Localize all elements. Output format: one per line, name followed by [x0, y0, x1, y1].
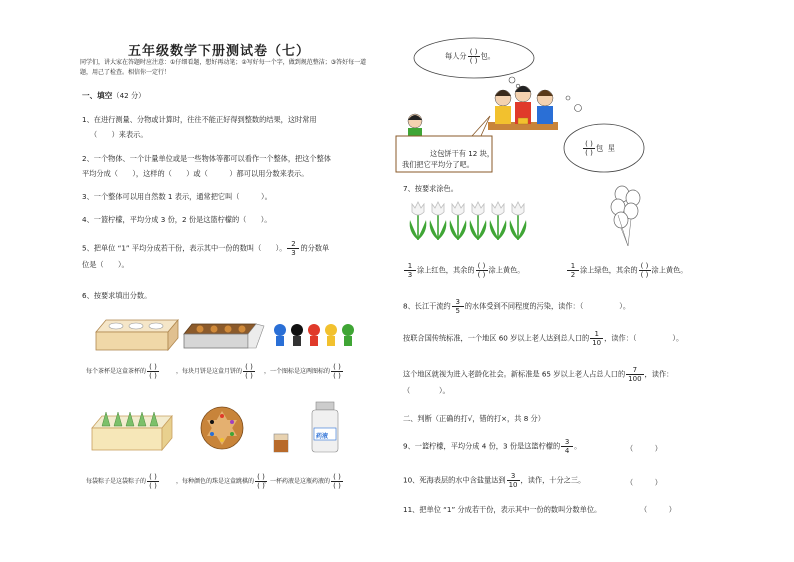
thought-bubble-right: [556, 94, 646, 174]
chinese-checkers-image: [200, 406, 244, 450]
section1-title: 一、填空: [82, 91, 113, 100]
question-2-line2: 平均分成（ ），这样的（ ）或（ ）都可以用分数来表示。: [82, 169, 309, 178]
bubble-right-text: $\frac{( )}{( )}$ 包 星: [582, 140, 615, 157]
tulip-flower[interactable]: [492, 202, 504, 215]
fraction-three-fifths: $\frac{3}{5}$: [453, 298, 463, 315]
question-1: [82, 112, 317, 142]
mascot-icons-image: [272, 322, 356, 348]
caption-teacups: 每个茶杯是这盒茶杯的 $\frac{( )}{( )}$: [86, 363, 160, 380]
question-2: [82, 151, 331, 181]
question-7a: $\frac{1}{3}$ 涂上红色，其余的 $\frac{( )}{( )}$ 涂上黄色。: [403, 262, 524, 279]
question-2-line1: 2、一个物体、一个计量单位或是一些物体等都可以看作一个整体，把这个整体: [82, 154, 331, 163]
blank-fraction[interactable]: $\frac{( )}{( )}$: [640, 262, 650, 279]
caption-zongzi: 每袋粽子是这袋粽子的 $\frac{( )}{( )}$: [86, 473, 160, 490]
caption-mooncakes: ，每块月饼是这盒月饼的 $\frac{( )}{( )}$: [176, 363, 256, 380]
speech-line1: 这包饼干有 12 块，: [430, 149, 495, 158]
question-7: 7、按要求涂色。: [403, 184, 458, 193]
question-10: 10、死海表层的水中含盐量达到 $\frac{3}{10}$ ，读作，十分之三。: [403, 472, 586, 489]
tulip-flower[interactable]: [432, 202, 444, 215]
question-8b: 按联合国传统标准，一个地区 60 岁以上老人达到总人口的 $\frac{1}{10}$ ，读作：（ ）。: [403, 330, 684, 347]
bottle-label: 药液: [316, 433, 329, 440]
question-5-line2: 位是（ ）。: [82, 260, 129, 269]
caption-checkers: ，每种颜色的珠是这盒跳棋的 $\frac{( )}{( )}$: [176, 473, 268, 490]
section1-heading: [82, 88, 145, 103]
blank-fraction[interactable]: $\frac{( )}{( )}$: [469, 48, 479, 65]
tulip-flower[interactable]: [512, 202, 524, 215]
question-5: [82, 240, 329, 272]
speech-text: [402, 148, 494, 170]
question-3: 3、一个整体可以用自然数 1 表示，通常把它叫（ ）。: [82, 192, 272, 201]
question-9: 9、一篮柠檬，平均分成 4 份，3 份是这篮柠檬的 $\frac{3}{4}$ 。: [403, 438, 582, 455]
fraction-seven-hundredths: $\frac{7}{100}$: [628, 366, 642, 383]
fraction-one-half: $\frac{1}{2}$: [568, 262, 578, 279]
caption-medicine: ，一杯药液是这瓶药液的 $\frac{( )}{( )}$: [264, 473, 344, 490]
question-7b: $\frac{1}{2}$ 涂上绿色，其余的 $\frac{( )}{( )}$ 涂上黄色。: [566, 262, 687, 279]
caption-icons: ，一个图标是这两图标的 $\frac{( )}{( )}$: [264, 363, 344, 380]
question-1-line2: （ ）来表示。: [90, 130, 148, 139]
question-11: 11、把单位 “1” 分成若干份，表示其中一份的数叫分数单位。: [403, 505, 602, 514]
tulip-flower[interactable]: [452, 202, 464, 215]
tulips-image: [408, 200, 530, 242]
balloons-image: [606, 186, 646, 248]
mooncake-box-image: [184, 322, 264, 350]
question-4: 4、一篮柠檬，平均分成 3 份，2 份是这篮柠檬的（ ）。: [82, 215, 272, 224]
blank-fraction[interactable]: $\frac{( )}{( )}$: [244, 363, 254, 380]
bubble-share-text: 每人分 $\frac{( )}{( )}$ 包。: [445, 48, 495, 65]
blank-fraction[interactable]: $\frac{( )}{( )}$: [148, 363, 158, 380]
tulip-flower[interactable]: [412, 202, 424, 215]
zongzi-box-image: [92, 410, 172, 452]
section1-points: （42 分）: [112, 91, 146, 100]
blank-fraction[interactable]: $\frac{( )}{( )}$: [148, 473, 158, 490]
speech-line2: 我们把它平均分了吧。: [402, 160, 474, 169]
question-5-text-c: 的分数单: [300, 243, 330, 253]
question-10-answer[interactable]: （ ）: [626, 478, 662, 487]
question-9-answer[interactable]: （ ）: [626, 444, 662, 453]
question-11-answer[interactable]: （ ）: [640, 505, 676, 514]
blank-fraction[interactable]: $\frac{( )}{( )}$: [256, 473, 266, 490]
instructions-note: 同学们，讲大家在答题时应注意：①仔细看题，想好再动笔；②写好每一个字，做到规范整洁；③答好每一道题，用己了检查。相信你一定行！: [80, 59, 367, 76]
question-6: 6、按要求填出分数。: [82, 291, 152, 300]
section2-heading: 二、判断（正确的打√，错的打×，共 8 分）: [403, 414, 545, 423]
blank-fraction[interactable]: $\frac{( )}{( )}$: [584, 140, 594, 157]
page-title: 五年级数学下册测试卷（七）: [128, 44, 311, 59]
medicine-bottle-image: [272, 402, 338, 456]
teacup-box-image: [96, 318, 178, 352]
blank-fraction[interactable]: $\frac{( )}{( )}$: [477, 262, 487, 279]
question-1-line1: 1、在进行测量、分物或计算时，往往不能正好得到整数的结果，这时常用: [82, 115, 317, 124]
fraction-one-tenth: $\frac{1}{10}$: [592, 330, 602, 347]
blank-fraction[interactable]: $\frac{( )}{( )}$: [332, 363, 342, 380]
question-8c: 这个地区就视为进入老龄化社会。新标准是 65 岁以上老人占总人口的 $\frac{7}{100}$ ，读作： （ ）。: [403, 366, 673, 398]
blank-fraction[interactable]: $\frac{( )}{( )}$: [332, 473, 342, 490]
tulip-flower[interactable]: [472, 202, 484, 215]
question-5-text: 5、把单位 “1” 平均分成若干份，表示其中一份的数叫（ ）。: [82, 243, 287, 253]
fraction-three-tenths: $\frac{3}{10}$: [508, 472, 518, 489]
question-8: 8、长江干流约 $\frac{3}{5}$ 的水体受到不同程度的污染，读作：（ ）。: [403, 298, 631, 315]
fraction-one-third: $\frac{1}{3}$: [405, 262, 415, 279]
question-8c-line2: （ ）。: [403, 386, 450, 395]
fraction-three-quarters: $\frac{3}{4}$: [562, 438, 572, 455]
fraction-two-thirds: $\frac{2}{3}$: [288, 240, 298, 257]
